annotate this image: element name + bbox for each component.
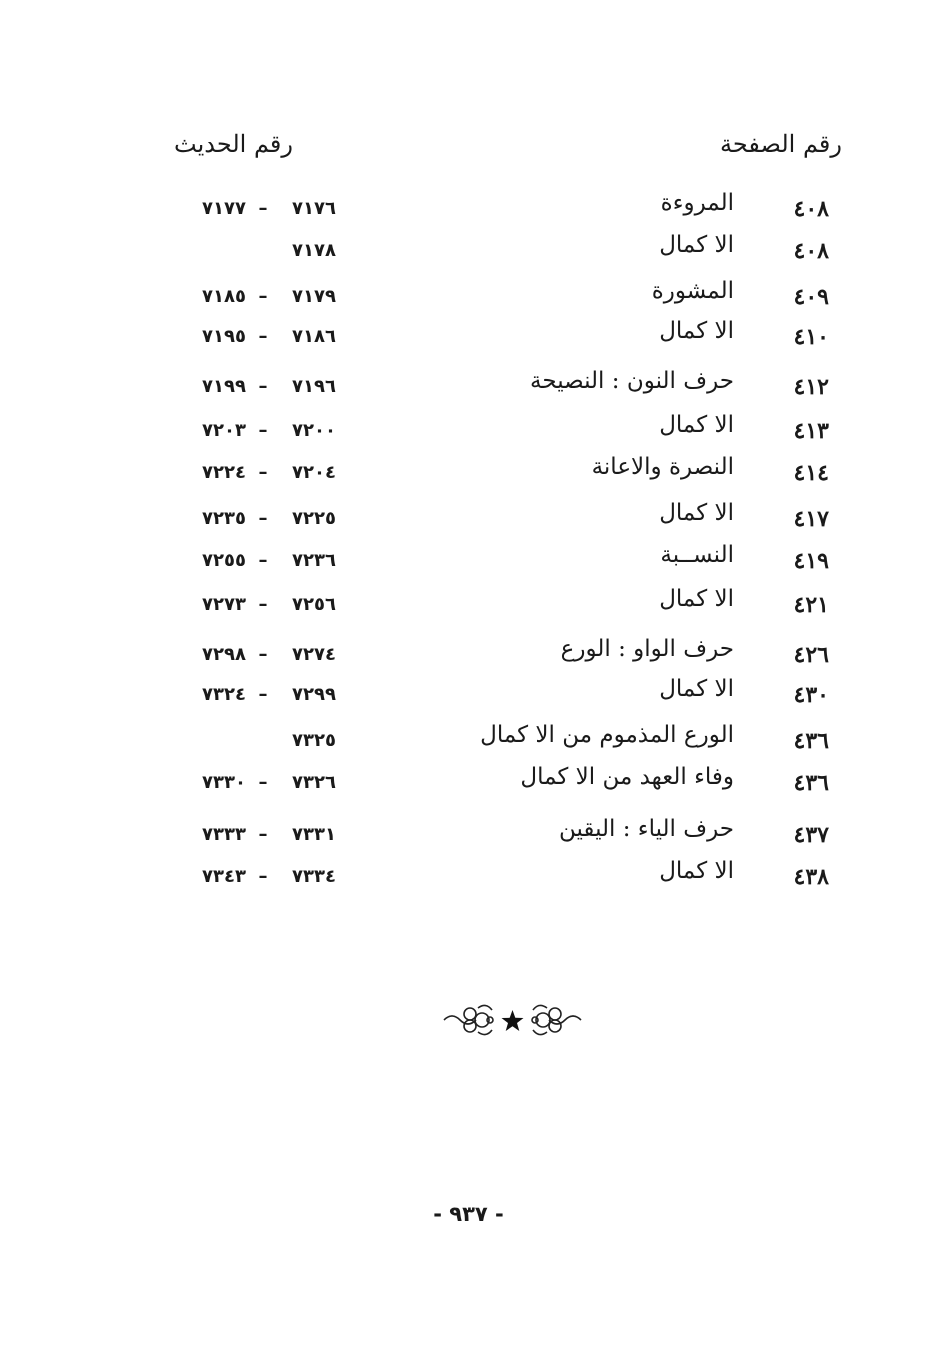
topic-cell: الورع المذموم من الا كمال (480, 722, 734, 748)
hadith-range-cell (186, 644, 336, 665)
table-row (0, 722, 937, 758)
hadith-range-cell (186, 198, 336, 219)
topic-cell: الا كمال (659, 500, 734, 526)
page-number-cell: ٤٠٨ (793, 238, 829, 264)
topic-cell: الا كمال (659, 858, 734, 884)
hadith-range-end: ٧٢٢٤ (202, 462, 246, 483)
page-number: - ٩٣٧ - (433, 1202, 504, 1226)
range-dash: – (258, 550, 268, 571)
range-dash: – (258, 772, 268, 793)
hadith-number-column-header: رقم الحديث (174, 130, 293, 158)
table-row (0, 368, 937, 404)
hadith-range-cell (186, 684, 336, 705)
range-dash: – (258, 508, 268, 529)
page-number-cell: ٤٣٠ (793, 682, 829, 708)
table-row (0, 278, 937, 314)
hadith-range-cell (186, 730, 336, 751)
hadith-range-cell (186, 326, 336, 347)
hadith-range-start: ٧٢٠٠ (292, 420, 336, 441)
hadith-range-start: ٧٣٣٤ (292, 866, 336, 887)
topic-cell: المروءة (660, 190, 734, 216)
hadith-range-start: ٧٣٣١ (292, 824, 336, 845)
hadith-range-end: ٧١٩٩ (202, 376, 246, 397)
hadith-range-start: ٧٢٠٤ (292, 462, 336, 483)
topic-cell: الا كمال (659, 318, 734, 344)
hadith-range-end: ٧١٧٧ (202, 198, 246, 219)
page-number-cell: ٤٣٨ (793, 864, 829, 890)
page-number-column-header: رقم الصفحة (720, 130, 842, 158)
hadith-range-end: ٧٣٤٣ (202, 866, 246, 887)
hadith-range-cell (186, 824, 336, 845)
hadith-range-cell (186, 286, 336, 307)
topic-cell: الا كمال (659, 676, 734, 702)
hadith-range-end: ٧٢٥٥ (202, 550, 246, 571)
hadith-range-start: ٧٢٥٦ (292, 594, 336, 615)
page-number-cell: ٤١٤ (793, 460, 829, 486)
range-dash: – (258, 420, 268, 441)
table-row (0, 190, 937, 226)
range-dash: – (258, 824, 268, 845)
hadith-range-start: ٧١٧٨ (292, 240, 336, 261)
hadith-range-start: ٧١٧٦ (292, 198, 336, 219)
hadith-range-end: ٧٣٣٠ (202, 772, 246, 793)
hadith-range-end: ٧٣٣٣ (202, 824, 246, 845)
hadith-range-cell (186, 550, 336, 571)
table-row (0, 586, 937, 622)
hadith-range-start: ٧٢٢٥ (292, 508, 336, 529)
range-dash: – (258, 198, 268, 219)
hadith-range-cell (186, 462, 336, 483)
page-number-cell: ٤١٠ (793, 324, 829, 350)
page-number-cell: ٤١٢ (793, 374, 829, 400)
hadith-range-start: ٧٣٢٥ (292, 730, 336, 751)
hadith-range-cell (186, 420, 336, 441)
topic-cell: حرف النون : النصيحة (530, 368, 734, 394)
page-number-cell: ٤٣٦ (793, 728, 829, 754)
topic-cell: المشورة (651, 278, 734, 304)
table-row (0, 542, 937, 578)
page-number-cell: ٤١٩ (793, 548, 829, 574)
range-dash: – (258, 594, 268, 615)
page-number-cell: ٤٢٦ (793, 642, 829, 668)
hadith-range-end: ٧١٩٥ (202, 326, 246, 347)
table-row (0, 318, 937, 354)
hadith-range-start: ٧٢٩٩ (292, 684, 336, 705)
table-row (0, 676, 937, 712)
topic-cell: وفاء العهد من الا كمال (520, 764, 734, 790)
range-dash: – (258, 376, 268, 397)
topic-cell: النصرة والاعانة (591, 454, 734, 480)
table-row (0, 454, 937, 490)
topic-cell: حرف الواو : الورع (560, 636, 734, 662)
range-dash: – (258, 866, 268, 887)
hadith-range-start: ٧١٩٦ (292, 376, 336, 397)
page-number-cell: ٤٣٧ (793, 822, 829, 848)
hadith-range-end: ٧٣٢٤ (202, 684, 246, 705)
star-icon (502, 1010, 524, 1031)
hadith-range-cell (186, 508, 336, 529)
hadith-range-start: ٧١٧٩ (292, 286, 336, 307)
hadith-range-cell (186, 772, 336, 793)
hadith-range-end: ٧١٨٥ (202, 286, 246, 307)
topic-cell: الا كمال (659, 412, 734, 438)
range-dash: – (258, 684, 268, 705)
hadith-range-end: ٧٢٠٣ (202, 420, 246, 441)
table-row (0, 500, 937, 536)
table-row (0, 764, 937, 800)
hadith-range-end: ٧٢٣٥ (202, 508, 246, 529)
range-dash: – (258, 326, 268, 347)
topic-cell: الا كمال (659, 232, 734, 258)
hadith-range-start: ٧١٨٦ (292, 326, 336, 347)
hadith-range-start: ٧٣٢٦ (292, 772, 336, 793)
table-row (0, 636, 937, 672)
hadith-range-cell (186, 240, 336, 261)
table-row (0, 412, 937, 448)
range-dash: – (258, 286, 268, 307)
page-number-cell: ٤١٧ (793, 506, 829, 532)
range-dash: – (258, 462, 268, 483)
page-number-cell: ٤٣٦ (793, 770, 829, 796)
topic-cell: الا كمال (659, 586, 734, 612)
hadith-range-cell (186, 594, 336, 615)
page-number-cell: ٤١٣ (793, 418, 829, 444)
page-number-cell: ٤٢١ (793, 592, 829, 618)
range-dash: – (258, 644, 268, 665)
hadith-range-cell (186, 376, 336, 397)
hadith-range-end: ٧٢٩٨ (202, 644, 246, 665)
topic-cell: حرف الياء : اليقين (558, 816, 734, 842)
decorative-ornament (440, 1000, 585, 1040)
page-number-cell: ٤٠٨ (793, 196, 829, 222)
table-row (0, 816, 937, 852)
table-row (0, 232, 937, 268)
hadith-range-start: ٧٢٧٤ (292, 644, 336, 665)
page-number-cell: ٤٠٩ (793, 284, 829, 310)
hadith-range-cell (186, 866, 336, 887)
hadith-range-end: ٧٢٧٣ (202, 594, 246, 615)
hadith-range-start: ٧٢٣٦ (292, 550, 336, 571)
topic-cell: النســبة (660, 542, 734, 568)
table-row (0, 858, 937, 894)
